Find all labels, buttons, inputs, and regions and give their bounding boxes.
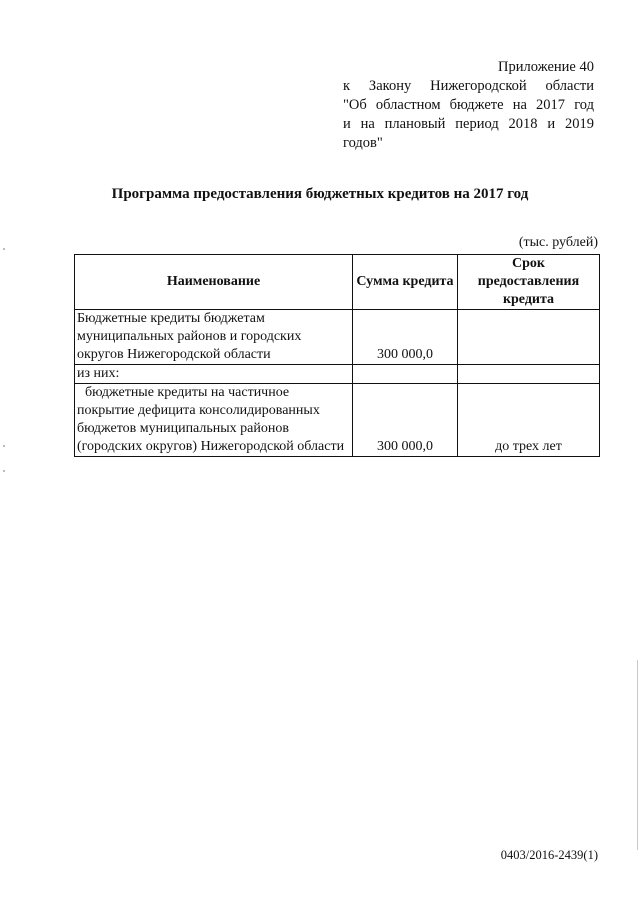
credits-table-container (74, 254, 600, 457)
row-name-cell: из них: (75, 365, 353, 384)
row-sum-cell: 300 000,0 (353, 310, 458, 365)
table-row (75, 365, 600, 384)
header-term: Срок предоставления кредита (458, 255, 600, 310)
scan-dot (3, 470, 5, 472)
document-code: 0403/2016-2439(1) (500, 848, 598, 862)
row-term-cell: до трех лет (458, 384, 600, 457)
row-name-cell: бюджетные кредиты на частичное покрытие дефицита консолидированных бюджетов муниципальных районов (городских округов) Нижегородской области (75, 384, 353, 457)
row-sum-cell: 300 000,0 (353, 384, 458, 457)
annex-line: "Об областном бюджете на 2017 год (343, 97, 594, 113)
table-header-row (75, 255, 600, 310)
header-sum: Сумма кредита (353, 255, 458, 310)
row-term-cell (458, 310, 600, 365)
row-name-cell: Бюджетные кредиты бюджетам муниципальных районов и городских округов Нижегородской области (75, 310, 353, 365)
scan-dot (3, 445, 5, 447)
scan-dot (3, 248, 5, 250)
unit-note: (тыс. рублей) (518, 235, 598, 250)
header-name: Наименование (75, 255, 353, 310)
annex-title: Приложение 40 (498, 59, 594, 75)
table-row (75, 310, 600, 365)
annex-line: к Закону Нижегородской области (343, 78, 594, 94)
credits-table (74, 254, 600, 457)
row-sum-cell (353, 365, 458, 384)
annex-line: и на плановый период 2018 и 2019 (343, 116, 594, 132)
document-title: Программа предоставления бюджетных кредитов на 2017 год (111, 186, 529, 202)
table-row (75, 384, 600, 457)
scan-edge-mark (637, 660, 638, 850)
row-term-cell (458, 365, 600, 384)
annex-header (343, 58, 594, 153)
annex-line: годов" (343, 135, 383, 151)
